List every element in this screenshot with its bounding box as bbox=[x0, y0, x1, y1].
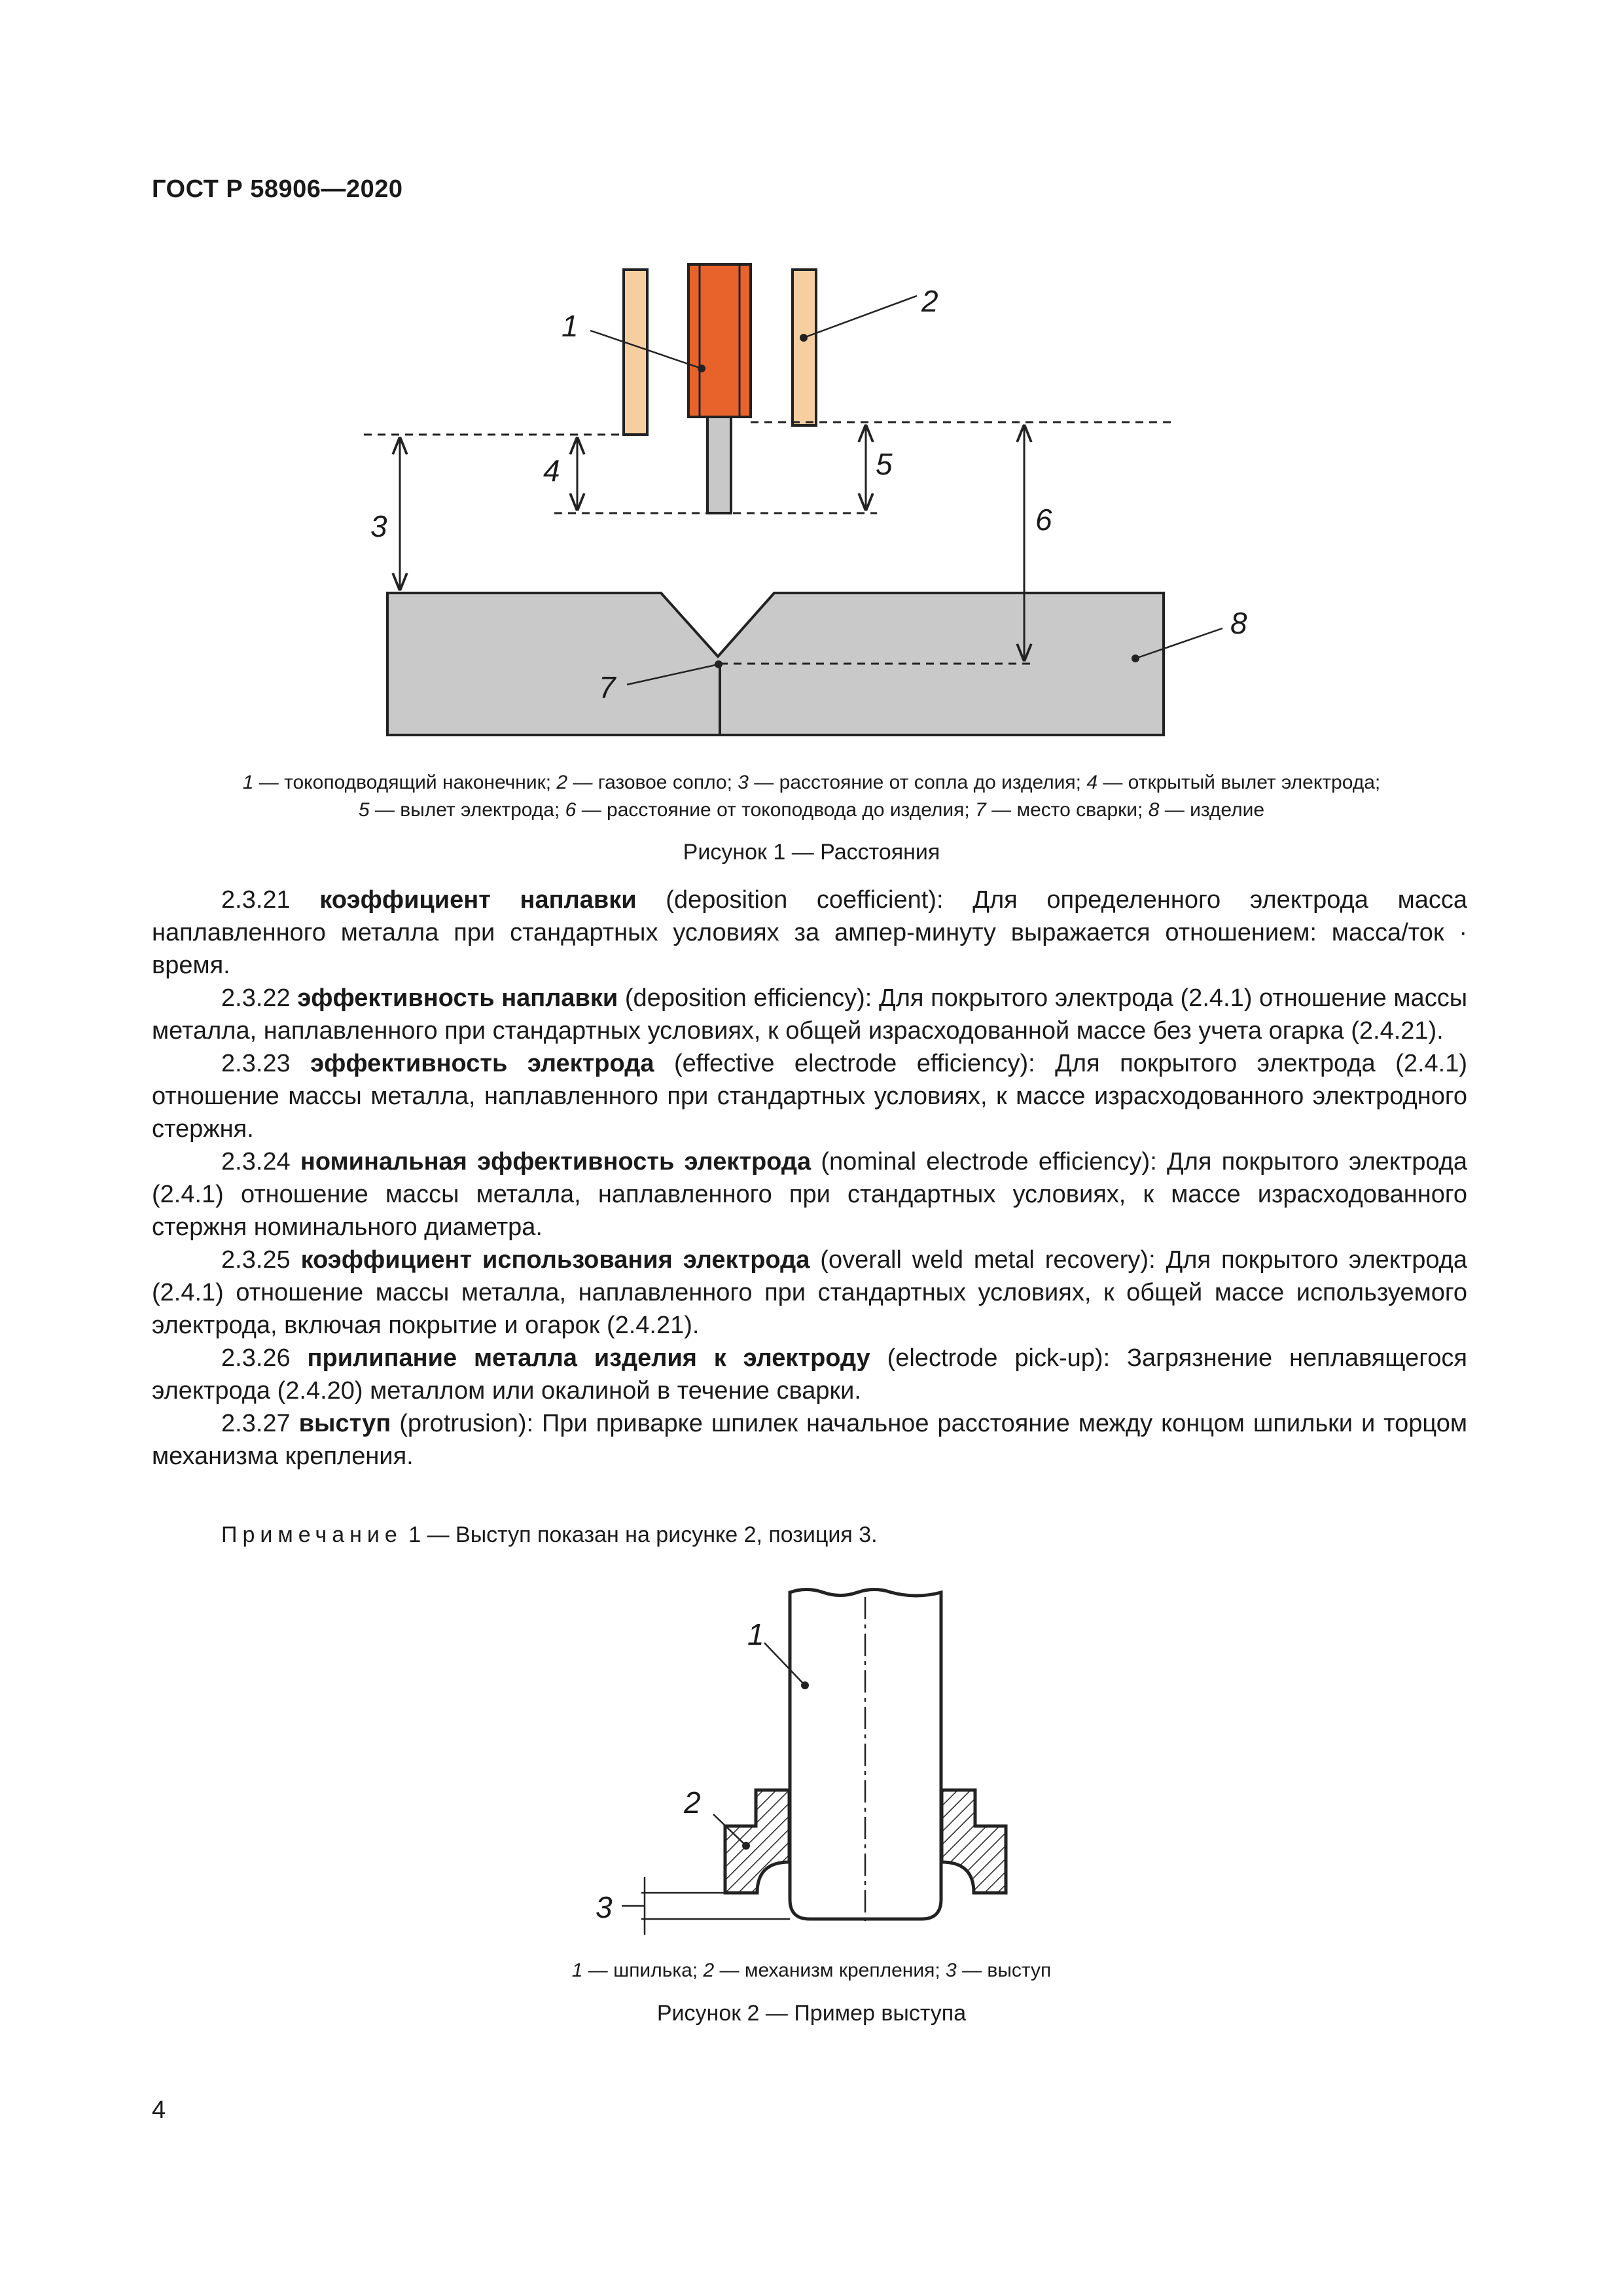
term-2-3-27: 2.3.27 выступ (protrusion): При приварке шпилек начальное расстояние между концом шпильки и торцом механизма крепления. bbox=[152, 1410, 1467, 1470]
fig1-label-3: 3 bbox=[370, 509, 387, 543]
fig1-label-1: 1 bbox=[562, 309, 579, 343]
terms-section bbox=[152, 884, 1467, 1473]
chuck-right bbox=[942, 1790, 1006, 1893]
chuck-left bbox=[725, 1790, 789, 1893]
figure-1-legend-line-2: 5 — вылет электрода; 6 — расстояние от токоподвода до изделия; 7 — место сварки; 8 — изделие bbox=[358, 799, 1265, 821]
term-2-3-26: 2.3.26 прилипание металла изделия к электроду (electrode pick-up): Загрязнение неплавящегося электрода (2.4.20) металлом или окалиной в течение сварки. bbox=[152, 1344, 1468, 1405]
term-2-3-23: 2.3.23 эффективность электрода (effective electrode efficiency): Для покрытого электрода (2.4.1) отношение массы металла, наплавленного при стандартных условиях, к массе израсходованного электродного стержня. bbox=[152, 1050, 1467, 1143]
fig1-label-8: 8 bbox=[1230, 606, 1247, 640]
contact-tip bbox=[688, 264, 751, 417]
fig2-label-1: 1 bbox=[747, 1617, 764, 1651]
electrode bbox=[707, 417, 731, 513]
fig2-label-3: 3 bbox=[596, 1890, 613, 1924]
figure-2-diagram bbox=[576, 1571, 1086, 1937]
figure-1-caption: Рисунок 1 — Расстояния bbox=[683, 840, 940, 865]
fig1-label-4: 4 bbox=[543, 454, 560, 488]
figure-1-legend bbox=[144, 769, 1479, 824]
note bbox=[221, 1522, 878, 1548]
fig1-label-7: 7 bbox=[599, 670, 616, 704]
fig2-label-2: 2 bbox=[684, 1785, 701, 1820]
figure-2-legend: 1 — шпилька; 2 — механизм крепления; 3 — выступ bbox=[571, 1960, 1052, 1981]
gas-nozzle-left-wall bbox=[624, 270, 647, 435]
term-2-3-21: 2.3.21 коэффициент наплавки (deposition coefficient): Для определенного электрода масса наплавленного металла при стандартных условиях за ампер-минуту выражается отношением: масса/ток · время. bbox=[152, 886, 1467, 979]
gas-nozzle-right-wall bbox=[793, 270, 816, 425]
term-2-3-25: 2.3.25 коэффициент использования электрода (overall weld metal recovery): Для покрытого электрода (2.4.1) отношение массы металла, наплавленного при стандартных условиях, к общей массе используемого электрода, включая покрытие и огарок (2.4.21). bbox=[152, 1246, 1467, 1339]
note-label: Примечание bbox=[221, 1522, 402, 1547]
fig1-label-2: 2 bbox=[921, 284, 938, 318]
term-2-3-22: 2.3.22 эффективность наплавки (deposition efficiency): Для покрытого электрода (2.4.1) отношение массы металла, наплавленного при стандартных условиях, к общей израсходованной массе без учета огарка (2.4.21). bbox=[152, 984, 1468, 1045]
fig1-label-5: 5 bbox=[876, 447, 893, 481]
fig1-label-6: 6 bbox=[1035, 503, 1052, 537]
figure-2-caption: Рисунок 2 — Пример выступа bbox=[656, 2001, 967, 2026]
document-header: ГОСТ Р 58906—2020 bbox=[152, 175, 403, 203]
figure-1-legend-line-1: 1 — токоподводящий наконечник; 2 — газовое сопло; 3 — расстояние от сопла до изделия; 4 — открытый вылет электрода; bbox=[242, 772, 1381, 793]
note-text: 1 — Выступ показан на рисунке 2, позиция 3. bbox=[402, 1522, 878, 1547]
term-2-3-24: 2.3.24 номинальная эффективность электрода (nominal electrode efficiency): Для покрытого электрода (2.4.1) отношение массы металла, наплавленного при стандартных условиях, к массе израсходованного стержня номинального диаметра. bbox=[152, 1148, 1467, 1241]
page-number: 4 bbox=[152, 2096, 166, 2124]
figure-1-diagram bbox=[353, 249, 1270, 746]
